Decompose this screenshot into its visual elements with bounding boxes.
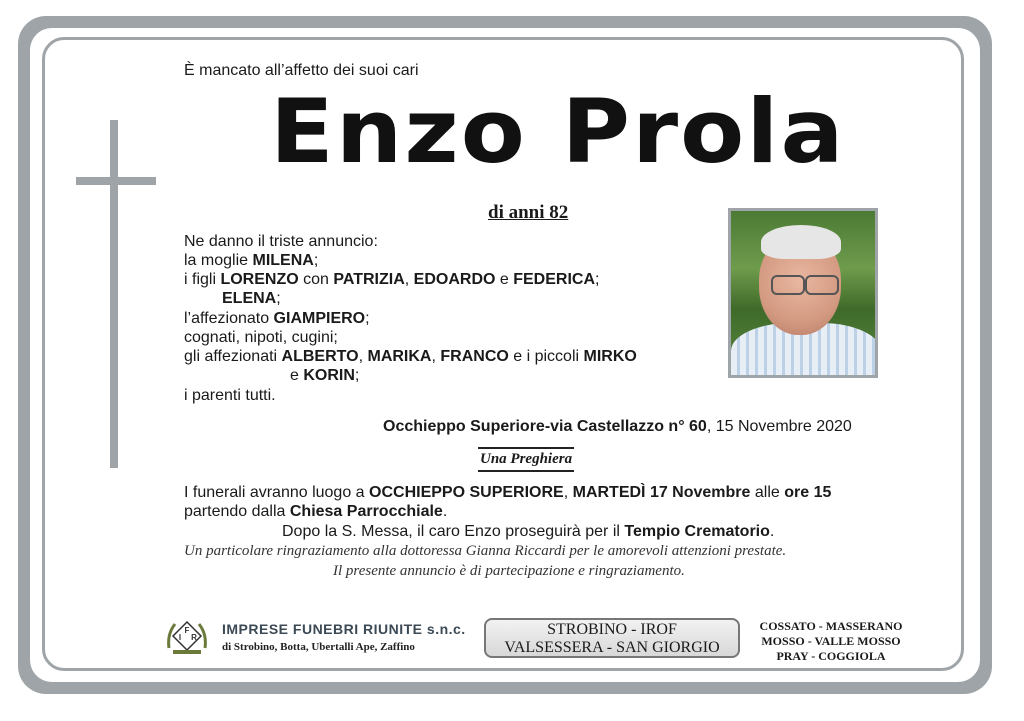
- funeral-segment: Tempio Crematorio: [624, 523, 770, 540]
- announcement-segment: ,: [431, 348, 441, 365]
- announcement-segment: MILENA: [252, 252, 314, 269]
- announcement-segment: e: [495, 271, 514, 288]
- thanks-line-2: Il presente annuncio è di partecipazione e ringraziamento.: [333, 563, 685, 579]
- announcement-segment: i parenti tutti.: [184, 387, 276, 404]
- funeral-segment: OCCHIEPPO SUPERIORE: [369, 484, 564, 501]
- announcement-segment: MARIKA: [367, 348, 432, 365]
- announcement-line: [184, 251, 318, 270]
- funeral-segment: ore 15: [784, 484, 832, 501]
- agency-box: [484, 618, 740, 658]
- announcement-segment: FEDERICA: [513, 271, 596, 288]
- cross-icon-horizontal: [76, 177, 156, 185]
- announcement-segment: gli affezionati: [184, 348, 282, 365]
- announcement-line: [222, 289, 281, 308]
- age-text: di anni 82: [488, 202, 569, 223]
- cross-icon-vertical: [110, 120, 118, 468]
- announcement-line: [184, 347, 637, 366]
- address-date: , 15 Novembre 2020: [706, 418, 852, 435]
- funeral-line: [184, 484, 831, 502]
- funeral-segment: I funerali avranno luogo a: [184, 484, 370, 501]
- deceased-name: Enzo Prola: [270, 80, 846, 183]
- announcement-segment: la moglie: [184, 252, 253, 269]
- announcement-segment: e i piccoli: [508, 348, 584, 365]
- agency-box-line-2: VALSESSERA - SAN GIORGIO: [504, 639, 720, 656]
- funeral-segment: ,: [563, 484, 573, 501]
- announcement-line: [184, 270, 599, 289]
- announcement-segment: FRANCO: [440, 348, 509, 365]
- announcement-segment: con: [298, 271, 334, 288]
- funeral-segment: alle: [750, 484, 785, 501]
- portrait-photo: [728, 208, 878, 378]
- funeral-line: [184, 503, 447, 521]
- announcement-segment: l’affezionato: [184, 310, 274, 327]
- svg-text:F: F: [184, 626, 190, 635]
- funeral-segment: Chiesa Parrocchiale: [289, 503, 443, 520]
- announcement-segment: Ne danno il triste annuncio:: [184, 233, 378, 250]
- svg-text:R: R: [191, 633, 197, 642]
- announcement-segment: LORENZO: [220, 271, 299, 288]
- funeral-company-logo-icon: [165, 618, 209, 656]
- announcement-segment: ;: [354, 367, 360, 384]
- address-street: Occhieppo Superiore-via Castellazzo n° 60: [383, 418, 707, 435]
- funeral-segment: partendo dalla: [184, 503, 290, 520]
- towns-line-3: PRAY - COGGIOLA: [776, 649, 886, 663]
- announcement-segment: ;: [595, 271, 600, 288]
- announcement-segment: GIAMPIERO: [273, 310, 366, 327]
- announcement-segment: EDOARDO: [413, 271, 496, 288]
- announcement-segment: ;: [276, 290, 281, 307]
- towns-line-2: MOSSO - VALLE MOSSO: [761, 634, 901, 648]
- announcement-segment: ALBERTO: [281, 348, 359, 365]
- announcement-segment: ;: [365, 310, 370, 327]
- funeral-segment: Dopo la S. Messa, il caro Enzo proseguirà per il: [282, 523, 625, 540]
- funeral-segment: .: [442, 503, 448, 520]
- thanks-line-1: Un particolare ringraziamento alla dottoressa Gianna Riccardi per le amorevoli attenzioni prestate.: [184, 543, 787, 559]
- announcement-segment: ELENA: [222, 290, 277, 307]
- announcement-segment: ;: [313, 252, 319, 269]
- funeral-segment: MARTEDÌ 17 Novembre: [572, 484, 751, 501]
- address-line: [383, 418, 852, 436]
- svg-text:I: I: [178, 633, 182, 642]
- announcement-segment: PATRIZIA: [333, 271, 405, 288]
- announcement-line: [184, 309, 370, 328]
- towns-line-1: COSSATO - MASSERANO: [759, 619, 903, 633]
- announcement-line: [184, 232, 378, 251]
- announcement-segment: cognati, nipoti, cugini;: [184, 329, 338, 346]
- announcement-segment: i figli: [184, 271, 221, 288]
- funeral-line: [282, 523, 774, 541]
- intro-text: È mancato all’affetto dei suoi cari: [184, 62, 419, 79]
- prayer-label: Una Preghiera: [478, 447, 574, 472]
- announcement-line: [290, 366, 359, 385]
- company-subtitle: di Strobino, Botta, Ubertalli Ape, Zaffino: [222, 641, 415, 653]
- funeral-segment: .: [769, 523, 775, 540]
- announcement-segment: ,: [358, 348, 368, 365]
- announcement-line: [184, 386, 276, 405]
- announcement-segment: e: [290, 367, 304, 384]
- announcement-line: [184, 328, 338, 347]
- announcement-segment: MIRKO: [583, 348, 637, 365]
- announcement-segment: ,: [404, 271, 414, 288]
- agency-box-line-1: STROBINO - IROF: [547, 621, 677, 638]
- announcement-segment: KORIN: [303, 367, 355, 384]
- company-name: IMPRESE FUNEBRI RIUNITE s.n.c.: [222, 621, 466, 637]
